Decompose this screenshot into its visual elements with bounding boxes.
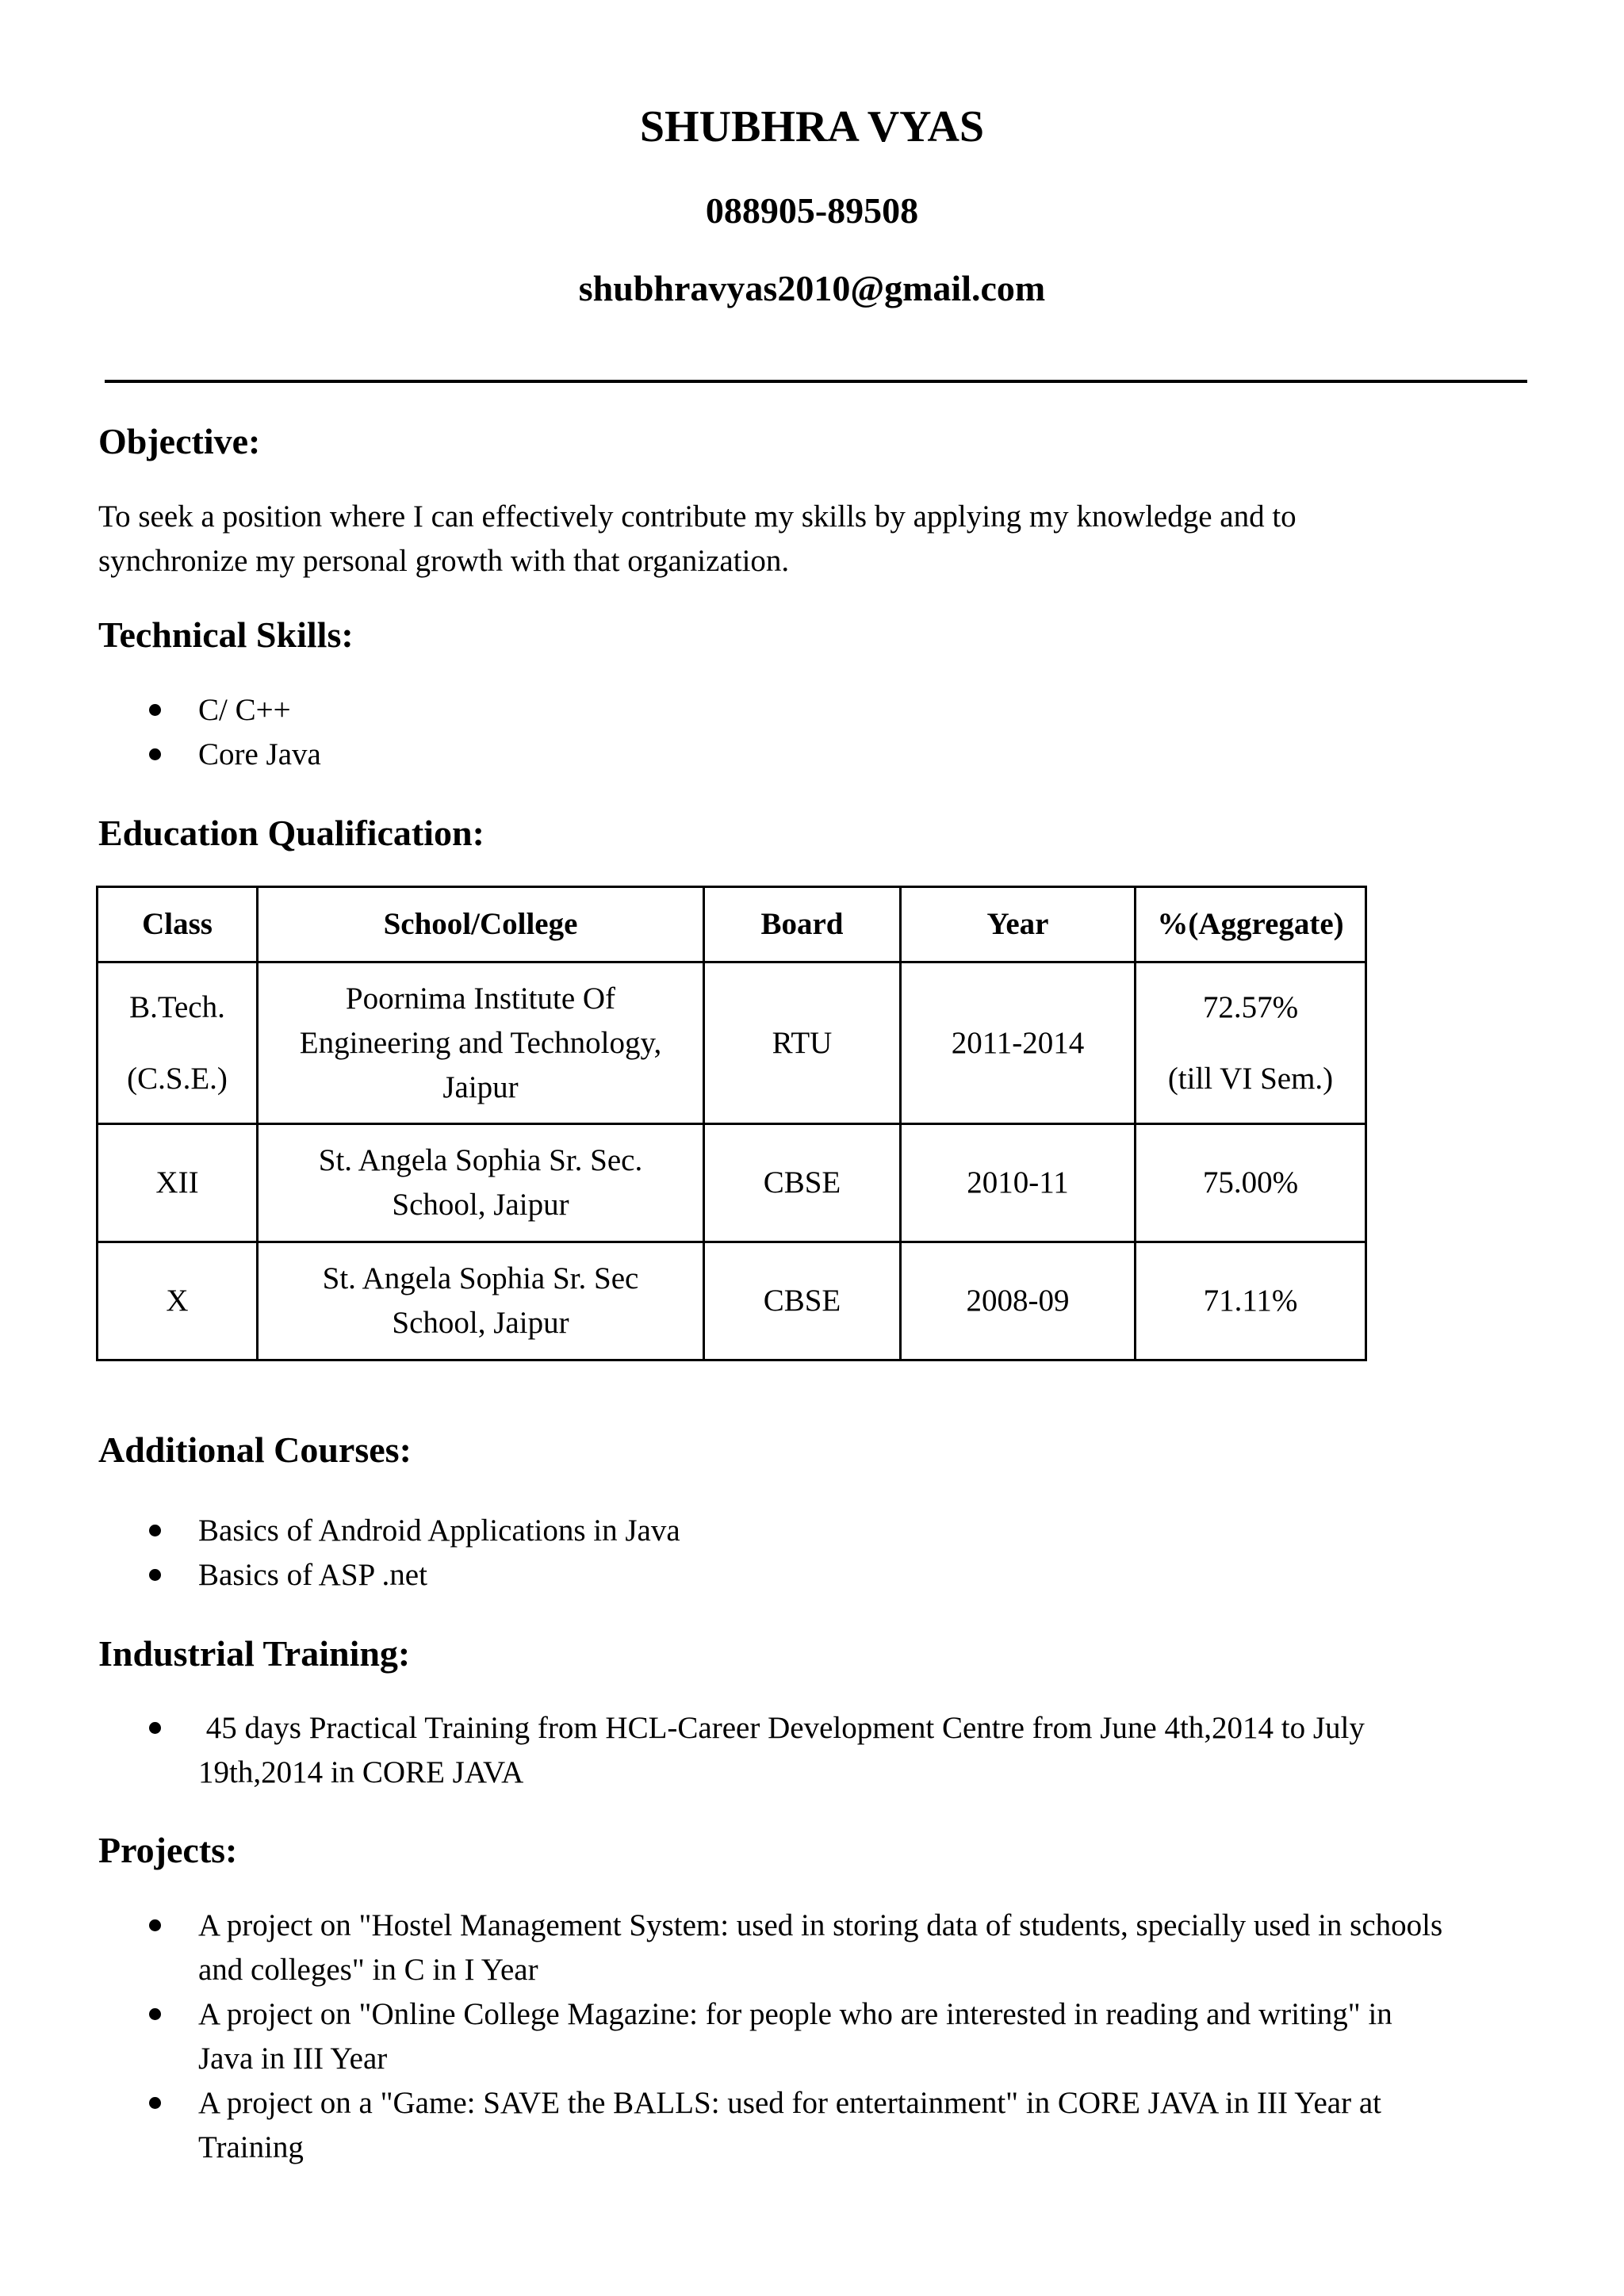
bullet-icon bbox=[149, 1569, 161, 1581]
table-row bbox=[98, 1124, 1366, 1242]
technical-skills-heading: Technical Skills: bbox=[98, 614, 354, 655]
class-cell: X bbox=[98, 1242, 258, 1360]
list-item bbox=[98, 1706, 1542, 1795]
list-item bbox=[98, 1509, 1542, 1553]
education-table bbox=[96, 886, 1367, 1361]
aggregate-cell bbox=[1136, 962, 1366, 1124]
projects-heading: Projects: bbox=[98, 1830, 238, 1870]
school-text: School, Jaipur bbox=[392, 1188, 569, 1222]
bullet-icon bbox=[149, 1919, 161, 1931]
candidate-name: SHUBHRA VYAS bbox=[639, 102, 985, 151]
list-item bbox=[98, 2081, 1542, 2170]
aggregate-cell: 75.00% bbox=[1136, 1124, 1366, 1242]
project-text: and colleges" in C in I Year bbox=[198, 1953, 538, 1987]
course-text: Basics of Android Applications in Java bbox=[198, 1513, 680, 1548]
column-header-class: Class bbox=[98, 887, 258, 962]
list-item bbox=[98, 1992, 1542, 2081]
list-item bbox=[98, 733, 1542, 777]
school-text: Poornima Institute Of bbox=[345, 981, 616, 1016]
school-text: Jaipur bbox=[442, 1070, 519, 1104]
school-text: Engineering and Technology, bbox=[299, 1025, 662, 1060]
class-cell bbox=[98, 962, 258, 1124]
year-cell: 2010-11 bbox=[901, 1124, 1136, 1242]
aggregate-cell: 71.11% bbox=[1136, 1242, 1366, 1360]
bullet-icon bbox=[149, 1722, 161, 1734]
column-header-board: Board bbox=[704, 887, 901, 962]
aggregate-text: 72.57% bbox=[1202, 989, 1299, 1024]
bullet-icon bbox=[149, 704, 161, 716]
bullet-icon bbox=[149, 748, 161, 760]
school-text: School, Jaipur bbox=[392, 1306, 569, 1340]
additional-courses-list bbox=[98, 1509, 1542, 1598]
bullet-icon bbox=[149, 2008, 161, 2020]
year-cell: 2008-09 bbox=[901, 1242, 1136, 1360]
technical-skills-list bbox=[98, 688, 1542, 777]
aggregate-text: (till VI Sem.) bbox=[1167, 1061, 1334, 1096]
objective-line: To seek a position where I can effectively contribute my skills by applying my knowledge and to bbox=[98, 499, 1297, 534]
list-item bbox=[98, 1553, 1542, 1598]
phone-number: 088905-89508 bbox=[705, 190, 919, 231]
school-cell bbox=[258, 962, 704, 1124]
school-cell bbox=[258, 1242, 704, 1360]
projects-list bbox=[98, 1904, 1542, 2170]
industrial-training-list bbox=[98, 1706, 1542, 1795]
email-address: shubhravyas2010@gmail.com bbox=[578, 268, 1046, 308]
objective-text bbox=[98, 495, 1526, 584]
header-divider bbox=[105, 380, 1527, 383]
bullet-icon bbox=[149, 1525, 161, 1536]
skill-text: Core Java bbox=[198, 737, 321, 771]
additional-courses-heading: Additional Courses: bbox=[98, 1429, 412, 1470]
class-cell: XII bbox=[98, 1124, 258, 1242]
board-cell: CBSE bbox=[704, 1124, 901, 1242]
board-cell: CBSE bbox=[704, 1242, 901, 1360]
table-row bbox=[98, 962, 1366, 1124]
school-text: St. Angela Sophia Sr. Sec bbox=[322, 1261, 639, 1295]
school-cell bbox=[258, 1124, 704, 1242]
project-text: A project on "Online College Magazine: for people who are interested in reading and writing" in bbox=[198, 1997, 1392, 2031]
list-item bbox=[98, 1904, 1542, 1992]
education-heading: Education Qualification: bbox=[98, 813, 485, 853]
school-text: St. Angela Sophia Sr. Sec. bbox=[318, 1143, 643, 1177]
resume-header bbox=[0, 95, 1624, 312]
class-text: (C.S.E.) bbox=[127, 1061, 228, 1096]
column-header-year: Year bbox=[901, 887, 1136, 962]
skill-text: C/ C++ bbox=[198, 693, 291, 727]
board-cell: RTU bbox=[704, 962, 901, 1124]
project-text: Java in III Year bbox=[198, 2042, 388, 2076]
training-text: 19th,2014 in CORE JAVA bbox=[198, 1755, 524, 1789]
class-text: B.Tech. bbox=[129, 989, 225, 1024]
project-text: A project on a "Game: SAVE the BALLS: used for entertainment" in CORE JAVA in III Year at bbox=[198, 2086, 1381, 2120]
year-cell: 2011-2014 bbox=[901, 962, 1136, 1124]
project-text: Training bbox=[198, 2130, 304, 2164]
list-item bbox=[98, 688, 1542, 733]
objective-heading: Objective: bbox=[98, 421, 261, 461]
table-row bbox=[98, 1242, 1366, 1360]
bullet-icon bbox=[149, 2097, 161, 2109]
training-text: 45 days Practical Training from HCL-Career Development Centre from June 4th,2014 to July bbox=[198, 1711, 1365, 1745]
table-header-row bbox=[98, 887, 1366, 962]
objective-line: synchronize my personal growth with that organization. bbox=[98, 544, 790, 578]
column-header-aggregate: %(Aggregate) bbox=[1136, 887, 1366, 962]
column-header-school: School/College bbox=[258, 887, 704, 962]
industrial-training-heading: Industrial Training: bbox=[98, 1633, 411, 1674]
course-text: Basics of ASP .net bbox=[198, 1558, 427, 1592]
project-text: A project on "Hostel Management System: used in storing data of students, specially used in schools bbox=[198, 1908, 1443, 1942]
